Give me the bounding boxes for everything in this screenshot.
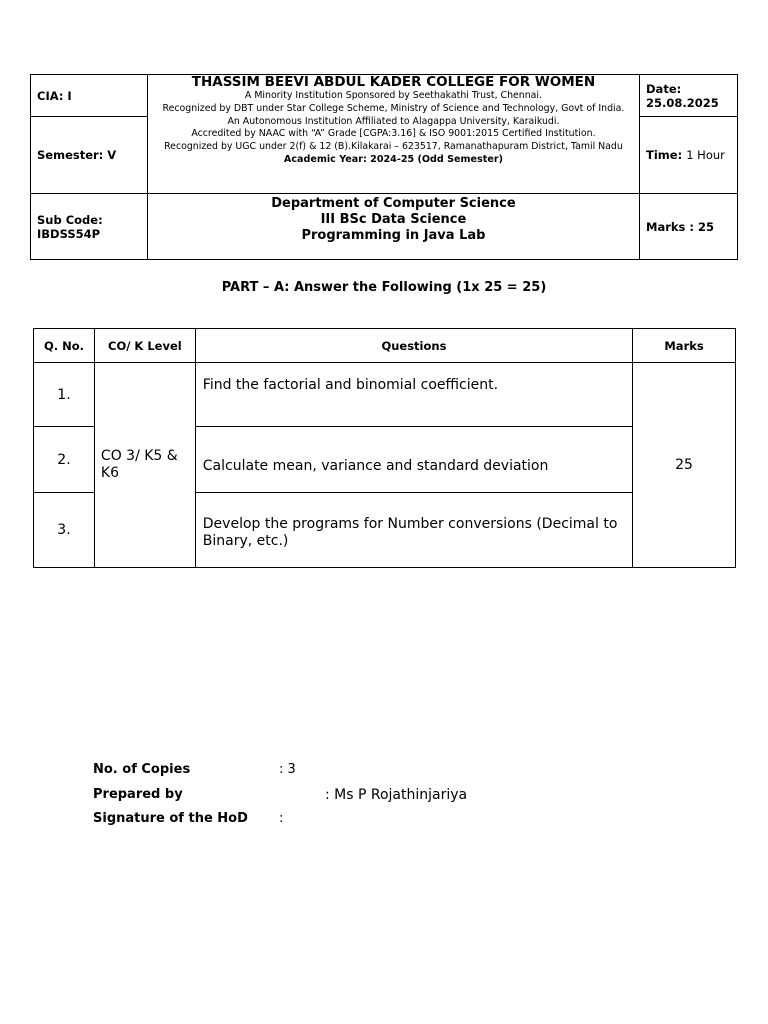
time-cell	[640, 117, 738, 194]
college-info	[147, 75, 639, 194]
college-line-3: An Autonomous Institution Affiliated to Alagappa University, Karaikudi.	[227, 115, 560, 127]
sub-code-label: Sub Code:	[37, 212, 103, 227]
prepared-label: Prepared by	[93, 787, 183, 802]
date-cell	[640, 75, 738, 117]
signature-value: :	[279, 811, 284, 826]
sub-code-cell	[31, 194, 148, 260]
date-label: Date:	[646, 81, 682, 96]
copies-line	[93, 762, 296, 778]
part-title: PART – A: Answer the Following (1x 25 = 25)	[221, 280, 547, 295]
college-line-4: Accredited by NAAC with “A” Grade [CGPA:3.16] & ISO 9001:2015 Certified Institution.	[191, 128, 596, 140]
table-row	[34, 363, 736, 427]
column-header-marks: Marks	[633, 329, 736, 363]
class-name: III BSc Data Science	[320, 212, 467, 227]
college-line-5: Recognized by UGC under 2(f) & 12 (B).Kilakarai – 623517, Ramanathapuram District, Tamil Nadu	[164, 141, 623, 153]
copies-value: : 3	[279, 762, 296, 777]
department: Department of Computer Science	[271, 196, 516, 211]
time-label: Time:	[646, 148, 683, 162]
question-number: 3.	[34, 493, 95, 568]
course-info	[147, 194, 639, 260]
prepared-value: : Ms P Rojathinjariya	[325, 787, 468, 803]
question-number: 1.	[34, 363, 95, 427]
marks-value: 25	[633, 363, 736, 568]
signature-label: Signature of the HoD	[93, 811, 248, 826]
copies-label: No. of Copies	[93, 762, 191, 777]
date-value: 25.08.2025	[646, 95, 719, 110]
time-value: 1 Hour	[686, 148, 725, 162]
column-header-qno: Q. No.	[34, 329, 95, 363]
co-level: CO 3/ K5 & K6	[94, 363, 195, 568]
college-name: THASSIM BEEVI ABDUL KADER COLLEGE FOR WOMEN	[191, 74, 596, 90]
column-header-questions: Questions	[195, 329, 632, 363]
exam-header-table	[30, 74, 738, 260]
semester-label: Semester: V	[31, 117, 148, 194]
academic-year: Academic Year: 2024-25 (Odd Semester)	[283, 153, 503, 165]
column-header-co-level: CO/ K Level	[94, 329, 195, 363]
question-number: 2.	[34, 427, 95, 493]
questions-table	[33, 328, 736, 568]
prepared-line	[93, 787, 468, 803]
cia-label: CIA: I	[31, 75, 148, 117]
sub-code-value: IBDSS54P	[37, 226, 101, 241]
question-text: Develop the programs for Number conversions (Decimal to Binary, etc.)	[195, 493, 632, 568]
marks-label: Marks : 25	[640, 194, 738, 260]
college-line-1: A Minority Institution Sponsored by Seethakathi Trust, Chennai.	[244, 90, 542, 101]
college-line-2: Recognized by DBT under Star College Scheme, Ministry of Science and Technology, Govt of India.	[162, 102, 625, 114]
question-text: Find the factorial and binomial coefficient.	[195, 363, 632, 427]
course-name: Programming in Java Lab	[301, 228, 486, 243]
signature-line	[93, 811, 284, 827]
question-text: Calculate mean, variance and standard deviation	[195, 427, 632, 493]
